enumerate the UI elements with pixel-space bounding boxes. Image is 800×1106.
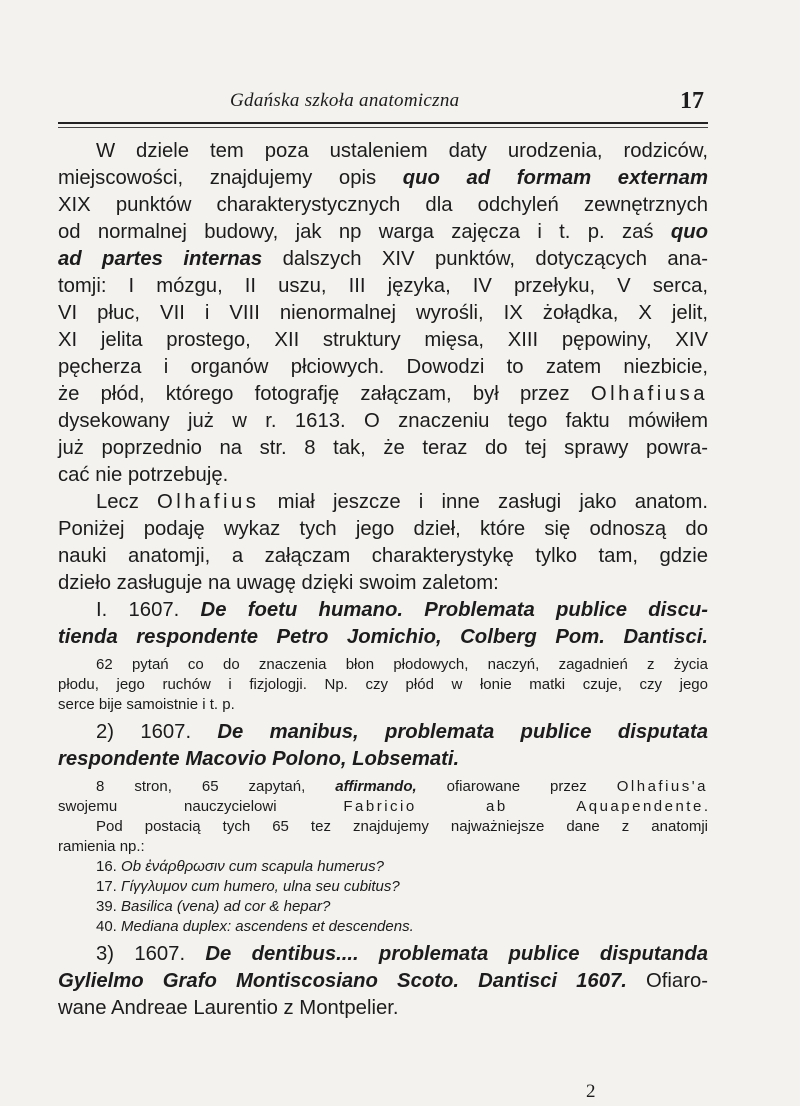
work-item-3 xyxy=(58,941,708,1022)
text-line: dysekowany już w r. 1613. O znaczeniu tego faktu mówiłem xyxy=(58,410,708,432)
text-line: od normalnej budowy, jak np warga zajęcza i t. p. zaś quo xyxy=(58,221,708,243)
text-line: ad partes internas dalszych XIV punktów, dotyczących ana- xyxy=(58,248,708,270)
text-line: Lecz Olhafius miał jeszcze i inne zasługi jako anatom. xyxy=(96,491,708,513)
text-line: 8 stron, 65 zapytań, affirmando, ofiarowane przez Olhafius'a xyxy=(96,778,708,795)
text-line: 3) 1607. De dentibus.... problemata publice disputanda xyxy=(96,943,708,965)
text-line: 40. Mediana duplex: ascendens et descendens. xyxy=(96,918,414,935)
text-line: że płód, którego fotografję załączam, był przez Olhafiusa xyxy=(58,383,708,405)
work-item-2-note xyxy=(58,777,708,937)
printer-signature: 2 xyxy=(586,1081,596,1102)
text-line: 16. Ob ἐνάρθρωσιν cum scapula humerus? xyxy=(96,858,384,875)
text-line: Gylielmo Grafo Montiscosiano Scoto. Dantisci 1607. Ofiaro- xyxy=(58,970,708,992)
text-line: pęcherza i organów płciowych. Dowodzi to zatem niezbicie, xyxy=(58,356,708,378)
page-header xyxy=(58,88,708,118)
text-line: 17. Γίγγλυμον cum humero, ulna seu cubitus? xyxy=(96,878,400,895)
text-line: VI płuc, VII i VIII nienormalnej wyrośli, IX żołądka, X jelit, xyxy=(58,302,708,324)
text-line: serce bije samoistnie i t. p. xyxy=(58,696,235,713)
text-line: cać nie potrzebuję. xyxy=(58,464,229,486)
text-line: ramienia np.: xyxy=(58,838,145,855)
running-title: Gdańska szkoła anatomiczna xyxy=(230,90,460,111)
header-rule-thin xyxy=(58,127,708,128)
text-line: wane Andreae Laurentio z Montpelier. xyxy=(58,997,399,1019)
text-line: dzieło zasługuje na uwagę dzięki swoim zaletom: xyxy=(58,572,499,594)
text-line: Poniżej podaję wykaz tych jego dzieł, które się odnoszą do xyxy=(58,518,708,540)
header-rule-thick xyxy=(58,122,708,124)
text-line: tienda respondente Petro Jomichio, Colberg Pom. Dantisci. xyxy=(58,626,708,648)
text-line: I. 1607. De foetu humano. Problemata publice discu- xyxy=(96,599,709,621)
text-line: tomji: I mózgu, II uszu, III języka, IV przełyku, V serca, xyxy=(58,275,708,297)
work-item-2 xyxy=(58,719,708,773)
text-line: 39. Basilica (vena) ad cor & hepar? xyxy=(96,898,331,915)
work-item-1-note xyxy=(58,655,708,715)
text-line: swojemu nauczycielowi Fabricio ab Aquapendente. xyxy=(58,798,708,815)
paragraph-2 xyxy=(58,489,708,597)
text-line: W dziele tem poza ustaleniem daty urodzenia, rodziców, xyxy=(96,140,708,162)
text-line: Pod postacią tych 65 tez znajdujemy najważniejsze dane z anatomji xyxy=(96,818,708,835)
text-line: 62 pytań co do znaczenia błon płodowych, naczyń, zagadnień z życia xyxy=(96,656,708,673)
text-line: XI jelita prostego, XII struktury mięsa, XIII pępowiny, XIV xyxy=(58,329,708,351)
text-line: respondente Macovio Polono, Lobsemati. xyxy=(58,748,460,770)
text-line: już poprzednio na str. 8 tak, że teraz do tej sprawy powra- xyxy=(58,437,708,459)
text-line: płodu, jego ruchów i fizjologji. Np. czy płód w łonie matki czuje, czy jego xyxy=(58,676,708,693)
text-line: 2) 1607. De manibus, problemata publice disputata xyxy=(96,721,708,743)
text-line: nauki anatomji, a załączam charakterystykę tylko tam, gdzie xyxy=(58,545,708,567)
page-number: 17 xyxy=(680,88,704,114)
text-line: miejscowości, znajdujemy opis quo ad formam externam xyxy=(58,167,708,189)
work-item-1 xyxy=(58,597,708,651)
text-line: XIX punktów charakterystycznych dla odchyleń zewnętrznych xyxy=(58,194,708,216)
paragraph-1 xyxy=(58,138,708,489)
body-text xyxy=(58,138,708,1022)
